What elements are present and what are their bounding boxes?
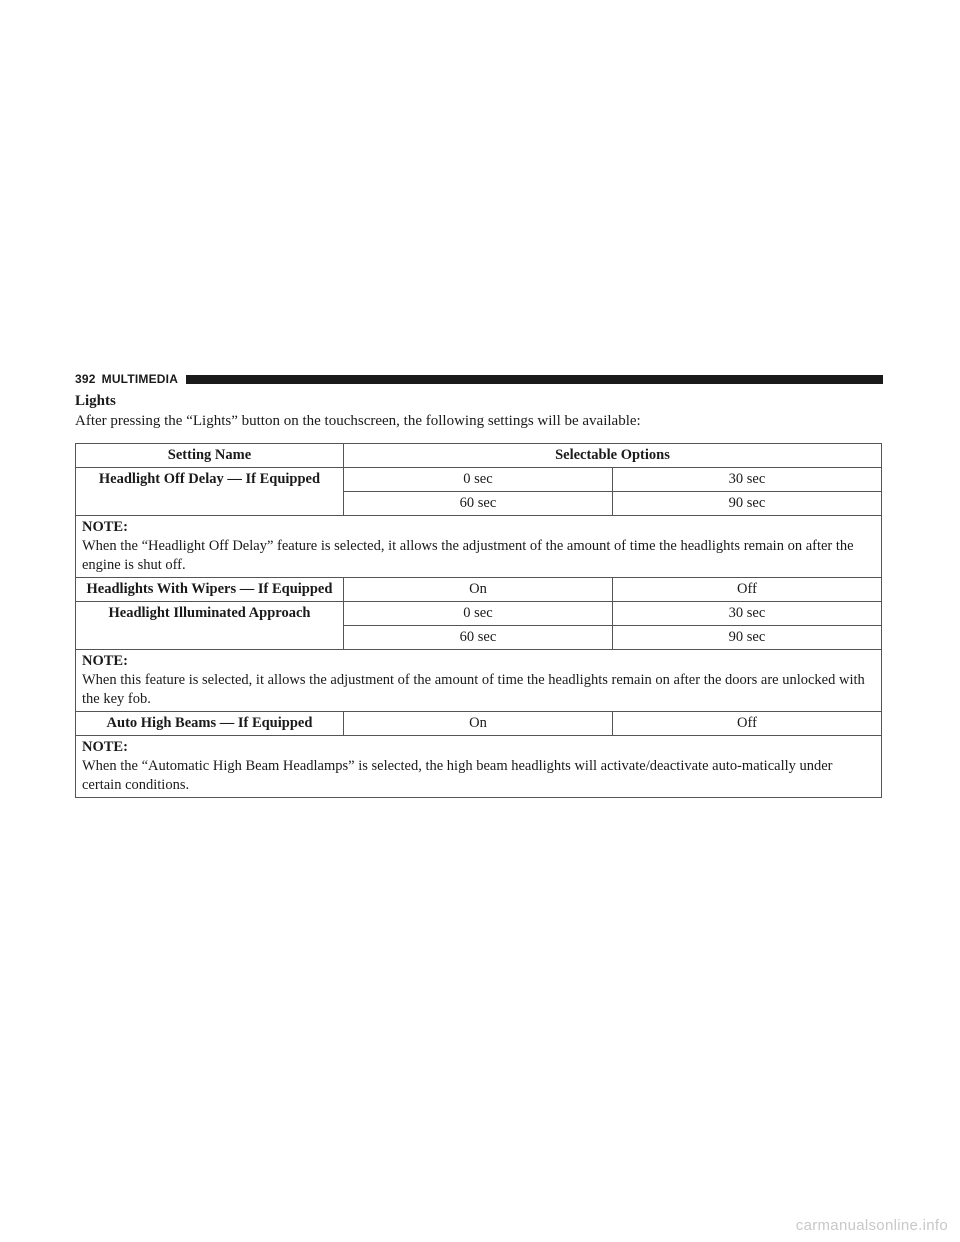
section-title: Lights — [75, 393, 116, 409]
watermark-logo: carmanualsonline.info — [795, 1217, 948, 1234]
option-cell: 0 sec — [343, 468, 612, 492]
header-setting-name: Setting Name — [76, 444, 344, 468]
header-rule — [186, 375, 883, 384]
note-cell — [76, 650, 882, 712]
table-header-row — [76, 444, 882, 468]
option-cell: Off — [612, 578, 881, 602]
setting-name-illuminated-approach: Headlight Illuminated Approach — [76, 602, 344, 650]
table-row — [76, 578, 882, 602]
table-row — [76, 712, 882, 736]
setting-name-headlight-off-delay: Headlight Off Delay — If Equipped — [76, 468, 344, 516]
option-cell: 90 sec — [612, 492, 881, 516]
note-row — [76, 736, 882, 798]
table-row — [76, 602, 882, 626]
section-intro: After pressing the “Lights” button on the touchscreen, the following settings will be available: — [75, 413, 641, 429]
option-cell: 60 sec — [343, 492, 612, 516]
option-cell: On — [343, 712, 612, 736]
note-row — [76, 516, 882, 578]
option-cell: 30 sec — [612, 602, 881, 626]
chapter-title: MULTIMEDIA — [101, 372, 179, 386]
note-label: NOTE: — [82, 739, 128, 755]
option-cell: Off — [612, 712, 881, 736]
note-cell — [76, 516, 882, 578]
note-text: When the “Automatic High Beam Headlamps” is selected, the high beam headlights will activate/deactivate auto-matically under certain conditions. — [82, 758, 833, 793]
header-selectable-options: Selectable Options — [343, 444, 881, 468]
page-number: 392 — [75, 372, 96, 386]
settings-table — [75, 443, 882, 798]
option-cell: 30 sec — [612, 468, 881, 492]
page-header — [75, 372, 883, 386]
setting-name-headlights-with-wipers: Headlights With Wipers — If Equipped — [76, 578, 344, 602]
note-label: NOTE: — [82, 653, 128, 669]
table-row — [76, 468, 882, 492]
note-row — [76, 650, 882, 712]
setting-name-auto-high-beams: Auto High Beams — If Equipped — [76, 712, 344, 736]
note-label: NOTE: — [82, 519, 128, 535]
option-cell: 90 sec — [612, 626, 881, 650]
note-text: When the “Headlight Off Delay” feature is selected, it allows the adjustment of the amount of time the headlights remain on after the engine is shut off. — [82, 538, 854, 573]
note-cell — [76, 736, 882, 798]
option-cell: On — [343, 578, 612, 602]
option-cell: 0 sec — [343, 602, 612, 626]
note-text: When this feature is selected, it allows the adjustment of the amount of time the headlights remain on after the doors are unlocked with the key fob. — [82, 672, 865, 707]
option-cell: 60 sec — [343, 626, 612, 650]
